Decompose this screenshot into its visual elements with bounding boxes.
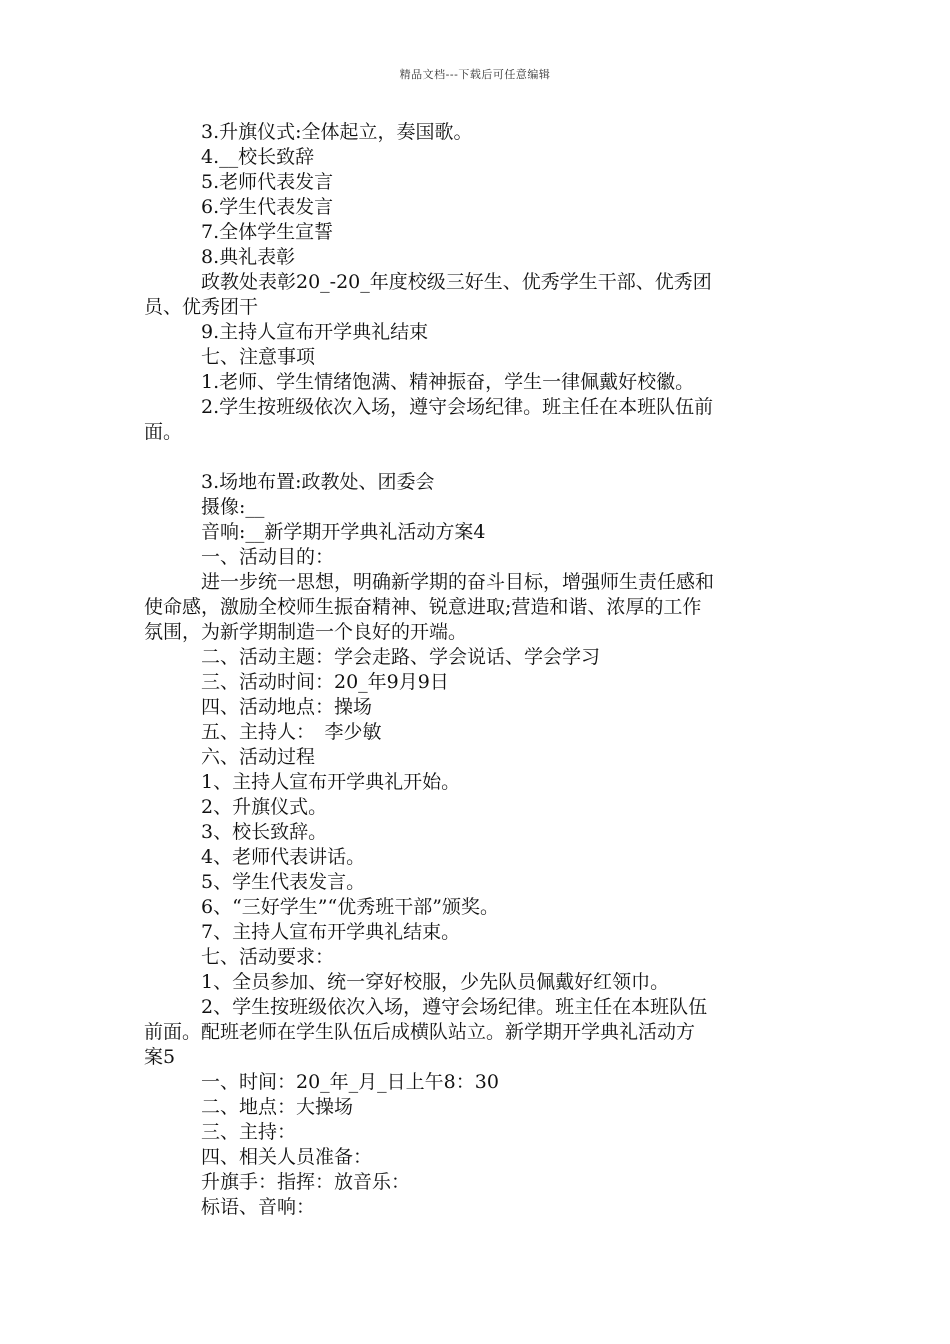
text-line: 3、校长致辞。 (201, 821, 328, 843)
text-line: 四、活动地点：操场 (201, 696, 373, 718)
text-line: 前面。配班老师在学生队伍后成横队站立。新学期开学典礼活动方 (144, 1021, 696, 1043)
text-line: 七、注意事项 (201, 346, 316, 368)
text-line: 标语、音响： (201, 1196, 316, 1218)
text-line: 8.典礼表彰 (201, 246, 296, 268)
text-line: 1、全员参加、统一穿好校服，少先队员佩戴好红领巾。 (201, 971, 670, 993)
text-line: 升旗手：指挥：放音乐： (201, 1171, 411, 1193)
text-line: 1.老师、学生情绪饱满、精神振奋，学生一律佩戴好校徽。 (201, 371, 695, 393)
text-line: 6、“三好学生”“优秀班干部”颁奖。 (201, 896, 499, 918)
text-line: 7.全体学生宣誓 (201, 221, 334, 243)
text-line: 4、老师代表讲话。 (201, 846, 366, 868)
text-line: 1、主持人宣布开学典礼开始。 (201, 771, 461, 793)
text-line: 7、主持人宣布开学典礼结束。 (201, 921, 461, 943)
text-line: 员、优秀团干 (144, 296, 259, 318)
text-line: 2、学生按班级依次入场，遵守会场纪律。班主任在本班队伍 (201, 996, 708, 1018)
text-line: 氛围，为新学期制造一个良好的开端。 (144, 621, 468, 643)
text-line: 面。 (144, 421, 183, 443)
text-line: 政教处表彰20_-20_年度校级三好生、优秀学生干部、优秀团 (201, 271, 712, 293)
page-header: 精品文档---下载后可任意编辑 (399, 68, 551, 81)
text-line: 5、学生代表发言。 (201, 871, 366, 893)
text-line: 进一步统一思想，明确新学期的奋斗目标，增强师生责任感和 (201, 571, 715, 593)
text-line: 三、主持： (201, 1121, 297, 1143)
text-line: 摄像:__ (201, 496, 265, 518)
text-line: 4.__校长致辞 (201, 146, 315, 168)
text-line: 9.主持人宣布开学典礼结束 (201, 321, 429, 343)
text-line: 3.场地布置:政教处、团委会 (201, 471, 435, 493)
text-line: 6.学生代表发言 (201, 196, 334, 218)
blank-line (144, 445, 812, 470)
text-line: 六、活动过程 (201, 746, 316, 768)
text-line: 三、活动时间：20_年9月9日 (201, 671, 449, 693)
text-line: 3.升旗仪式:全体起立，奏国歌。 (201, 121, 473, 143)
text-line: 二、地点：大操场 (201, 1096, 354, 1118)
text-line: 五、主持人： 李少敏 (201, 721, 382, 743)
text-line: 七、活动要求： (201, 946, 335, 968)
text-line: 2、升旗仪式。 (201, 796, 328, 818)
text-line: 5.老师代表发言 (201, 171, 334, 193)
text-line: 案5 (144, 1046, 176, 1068)
text-line: 音响:__新学期开学典礼活动方案4 (201, 521, 486, 543)
text-line: 二、活动主题：学会走路、学会说话、学会学习 (201, 646, 601, 668)
text-line: 一、活动目的： (201, 546, 335, 568)
text-line: 使命感，激励全校师生振奋精神、锐意进取;营造和谐、浓厚的工作 (144, 596, 702, 618)
text-line: 2.学生按班级依次入场，遵守会场纪律。班主任在本班队伍前 (201, 396, 714, 418)
document-body (144, 120, 812, 1220)
text-line: 四、相关人员准备： (201, 1146, 373, 1168)
text-line: 一、时间：20_年_月_日上午8：30 (201, 1071, 499, 1093)
